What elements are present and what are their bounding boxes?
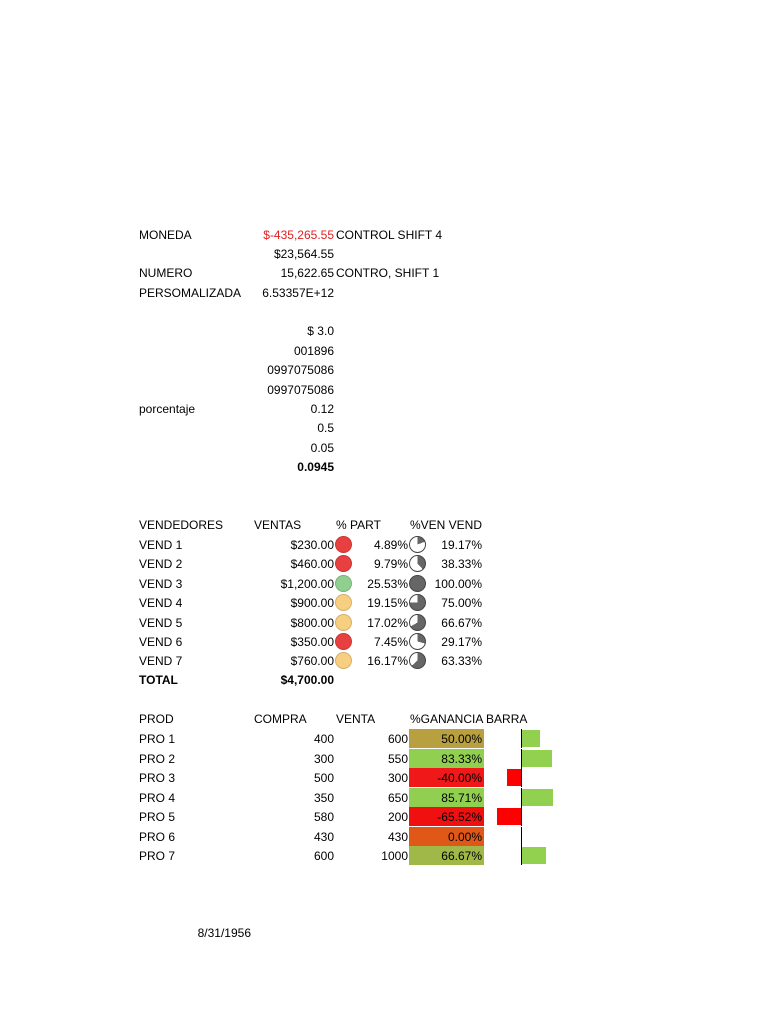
product-name: PRO 1 (139, 732, 176, 746)
personalizada-label: PERSOMALIZADA (139, 286, 242, 300)
product-name: PRO 2 (139, 751, 176, 766)
product-ganancia: 85.71% (441, 790, 482, 805)
numero-label: NUMERO (139, 266, 193, 280)
quarter-pie-icon (409, 575, 426, 592)
quarter-pie-icon (409, 555, 426, 572)
vendedor-ven-vend: 75.00% (441, 596, 482, 611)
product-venta: 650 (387, 790, 408, 805)
product-ganancia: 0.00% (447, 829, 482, 844)
bar-axis (521, 768, 522, 787)
vendedor-ven-vend: 100.00% (434, 576, 482, 591)
moneda-note: CONTROL SHIFT 4 (336, 228, 443, 242)
header-ganancia-barra: %GANANCIA BARRA (410, 712, 528, 726)
numero-note: CONTRO, SHIFT 1 (336, 266, 440, 280)
vendedor-ventas: $760.00 (290, 654, 334, 669)
total-value: $4,700.00 (280, 673, 334, 687)
vendedor-ven-vend: 29.17% (441, 635, 482, 649)
quarter-pie-icon (409, 594, 426, 611)
status-circle-icon (335, 652, 352, 669)
vendedor-ventas: $800.00 (290, 615, 334, 630)
product-compra: 580 (313, 810, 334, 824)
custom-value: 0997075086 (267, 383, 334, 397)
product-venta: 430 (387, 829, 408, 844)
product-name: PRO 3 (139, 771, 176, 785)
total-label: TOTAL (139, 673, 178, 687)
vendedor-part: 25.53% (367, 576, 408, 591)
product-name: PRO 5 (139, 810, 176, 824)
status-circle-icon (335, 614, 352, 631)
product-venta: 300 (387, 771, 408, 785)
product-compra: 430 (313, 829, 334, 844)
data-bar (522, 730, 540, 747)
data-bar (522, 789, 553, 806)
vendedor-ventas: $230.00 (290, 538, 334, 552)
vendedor-part: 9.79% (373, 557, 408, 572)
product-ganancia: -40.00% (437, 771, 482, 785)
vendedor-part: 7.45% (373, 635, 408, 649)
product-venta: 600 (387, 732, 408, 746)
porcentaje-bold-value: 0.0945 (297, 460, 334, 474)
data-bar (522, 750, 552, 767)
product-compra: 350 (313, 790, 334, 805)
status-circle-icon (335, 555, 352, 572)
status-circle-icon (335, 536, 352, 553)
custom-value: $ 3.0 (307, 324, 334, 338)
vendedor-name: VEND 4 (139, 596, 183, 611)
vendedor-ventas: $1,200.00 (280, 576, 334, 591)
numero-value: 15,622.65 (280, 266, 334, 280)
header-part: % PART (336, 518, 381, 532)
vendedor-name: VEND 7 (139, 654, 183, 669)
data-bar (497, 808, 521, 825)
vendedor-part: 19.15% (367, 596, 408, 611)
product-compra: 600 (313, 849, 334, 863)
vendedor-name: VEND 5 (139, 615, 183, 630)
vendedor-name: VEND 2 (139, 557, 183, 572)
personalizada-value: 6.53357E+12 (262, 286, 334, 300)
status-circle-icon (335, 575, 352, 592)
moneda-value-2: $23,564.55 (273, 247, 334, 261)
vendedor-name: VEND 3 (139, 576, 183, 591)
vendedor-part: 4.89% (373, 538, 408, 552)
porcentaje-value: 0.05 (310, 441, 334, 455)
vendedor-part: 17.02% (367, 615, 408, 630)
header-prod: PROD (139, 712, 174, 726)
product-venta: 1000 (381, 849, 408, 863)
vendedor-ven-vend: 66.67% (441, 615, 482, 630)
vendedor-name: VEND 1 (139, 538, 183, 552)
quarter-pie-icon (409, 652, 426, 669)
header-ven-vend: %VEN VEND (410, 518, 483, 532)
product-name: PRO 6 (139, 829, 176, 844)
quarter-pie-icon (409, 633, 426, 650)
bar-axis (521, 807, 522, 826)
date-value: 8/31/1956 (197, 926, 251, 940)
bar-axis (521, 827, 522, 846)
product-ganancia: 66.67% (441, 849, 482, 863)
vendedor-part: 16.17% (367, 654, 408, 669)
custom-value: 001896 (293, 344, 334, 358)
data-bar (507, 769, 521, 786)
product-compra: 300 (313, 751, 334, 766)
header-ventas: VENTAS (254, 518, 302, 532)
header-vendedores: VENDEDORES (139, 518, 224, 532)
quarter-pie-icon (409, 536, 426, 553)
product-ganancia: 83.33% (441, 751, 482, 766)
porcentaje-value: 0.12 (310, 402, 334, 416)
vendedor-ven-vend: 38.33% (441, 557, 482, 572)
porcentaje-value: 0.5 (317, 421, 334, 435)
vendedor-name: VEND 6 (139, 635, 183, 649)
quarter-pie-icon (409, 614, 426, 631)
product-compra: 400 (313, 732, 334, 746)
vendedor-ventas: $460.00 (290, 557, 334, 572)
vendedor-ventas: $350.00 (290, 635, 334, 649)
status-circle-icon (335, 594, 352, 611)
data-bar (522, 847, 546, 864)
custom-value: 0997075086 (267, 363, 334, 377)
product-name: PRO 4 (139, 790, 176, 805)
vendedor-ven-vend: 63.33% (441, 654, 482, 669)
product-ganancia: -65.52% (437, 810, 482, 824)
vendedor-ven-vend: 19.17% (441, 538, 482, 552)
header-venta: VENTA (336, 712, 376, 726)
moneda-value: $-435,265.55 (263, 228, 334, 242)
status-circle-icon (335, 633, 352, 650)
vendedor-ventas: $900.00 (290, 596, 334, 611)
header-compra: COMPRA (254, 712, 307, 726)
product-venta: 550 (387, 751, 408, 766)
product-name: PRO 7 (139, 849, 176, 863)
moneda-label: MONEDA (139, 228, 192, 242)
product-compra: 500 (313, 771, 334, 785)
porcentaje-label: porcentaje (139, 402, 196, 416)
product-venta: 200 (387, 810, 408, 824)
product-ganancia: 50.00% (441, 732, 482, 746)
